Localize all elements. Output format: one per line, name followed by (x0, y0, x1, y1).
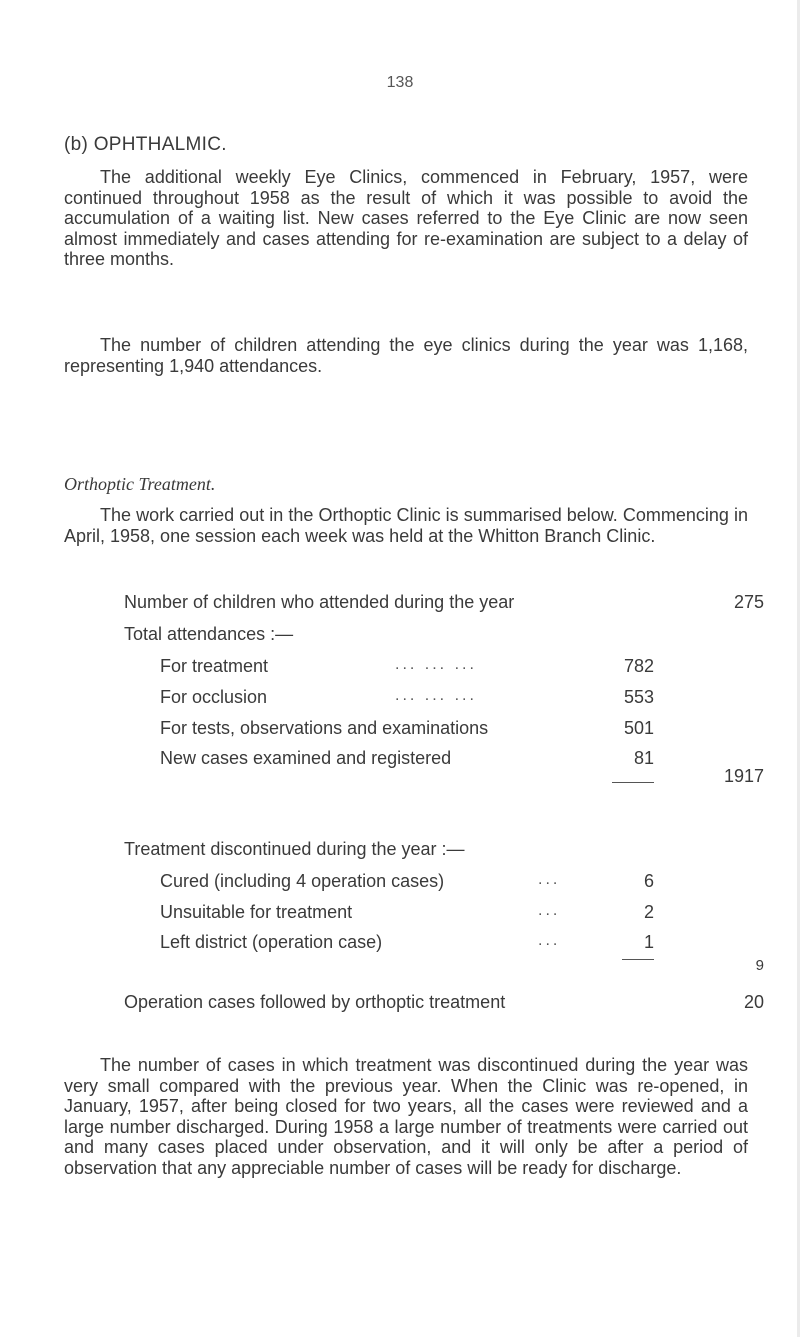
row-value: 1 (643, 932, 654, 952)
row-value: 2 (643, 902, 654, 922)
table-row (160, 656, 268, 677)
row-value: 782 (623, 656, 654, 676)
row-leader: ... (538, 902, 561, 919)
row-label: For occlusion (160, 687, 268, 707)
children-attended-value: 275 (733, 592, 764, 612)
row-label: Unsuitable for treatment (160, 902, 353, 922)
row-value: 553 (623, 687, 654, 707)
row-leader: ... ... ... (395, 656, 477, 673)
paragraph-discontinued (64, 1055, 748, 1179)
operation-cases-label: Operation cases followed by orthoptic treatment (124, 992, 506, 1012)
row-label: For tests, observations and examinations (160, 718, 489, 738)
paragraph-orthoptic-clinic (64, 505, 748, 546)
discontinued-heading: Treatment discontinued during the year :— (124, 839, 465, 859)
row-label: New cases examined and registered (160, 748, 452, 768)
row-label: For treatment (160, 656, 269, 676)
table-row (160, 871, 444, 892)
row-value: 6 (643, 871, 654, 891)
discontinued-total-value: 9 (755, 957, 764, 974)
table-row (160, 902, 352, 923)
total-attendances-label: Total attendances :— (124, 624, 294, 644)
children-attended-label: Number of children who attended during the year (124, 592, 515, 612)
table-row (160, 932, 382, 953)
row-label: Left district (operation case) (160, 932, 383, 952)
table-row (160, 687, 267, 708)
section-heading: (b) OPHTHALMIC. (64, 134, 227, 155)
row-leader: ... ... ... (395, 687, 477, 704)
paragraph-text: The additional weekly Eye Clinics, commenced in February, 1957, were continued throughout 1958 as the result of which it was possible to avoid the accumulation of a waiting list. New cases referred to the Eye Clinic are now seen almost immediately and cases attending for re-examination are subject to a delay of three months. (64, 167, 748, 270)
row-label: Cured (including 4 operation cases) (160, 871, 445, 891)
row-value: 501 (623, 718, 654, 738)
paragraph-attendance (64, 335, 748, 376)
operation-cases-value: 20 (743, 992, 764, 1012)
row-leader: ... (538, 932, 561, 949)
subtotal-rule (622, 959, 654, 960)
subtotal-rule (612, 782, 654, 783)
paragraph-text: The number of children attending the eye clinics during the year was 1,168, representing 1,940 attendances. (64, 335, 748, 376)
table-row (160, 718, 488, 739)
paragraph-text: The number of cases in which treatment was discontinued during the year was very small compared with the previous year. When the Clinic was re-opened, in January, 1957, after being closed for two years, all the cases were reviewed and a large number discharged. During 1958 a large number of treatments were carried out and many cases placed under observation, and it will only be after a period of observation that any appreciable number of cases will be ready for discharge. (64, 1055, 748, 1178)
row-value: 81 (633, 748, 654, 768)
page-number: 138 (386, 74, 414, 91)
paragraph-text: The work carried out in the Orthoptic Clinic is summarised below. Commencing in April, 1958, one session each week was held at the Whitton Branch Clinic. (64, 505, 748, 546)
orthoptic-heading: Orthoptic Treatment. (64, 474, 216, 494)
paragraph-eye-clinics (64, 167, 748, 270)
total-attendances-value: 1917 (723, 766, 764, 786)
table-row (160, 748, 451, 769)
row-leader: ... (538, 871, 561, 888)
